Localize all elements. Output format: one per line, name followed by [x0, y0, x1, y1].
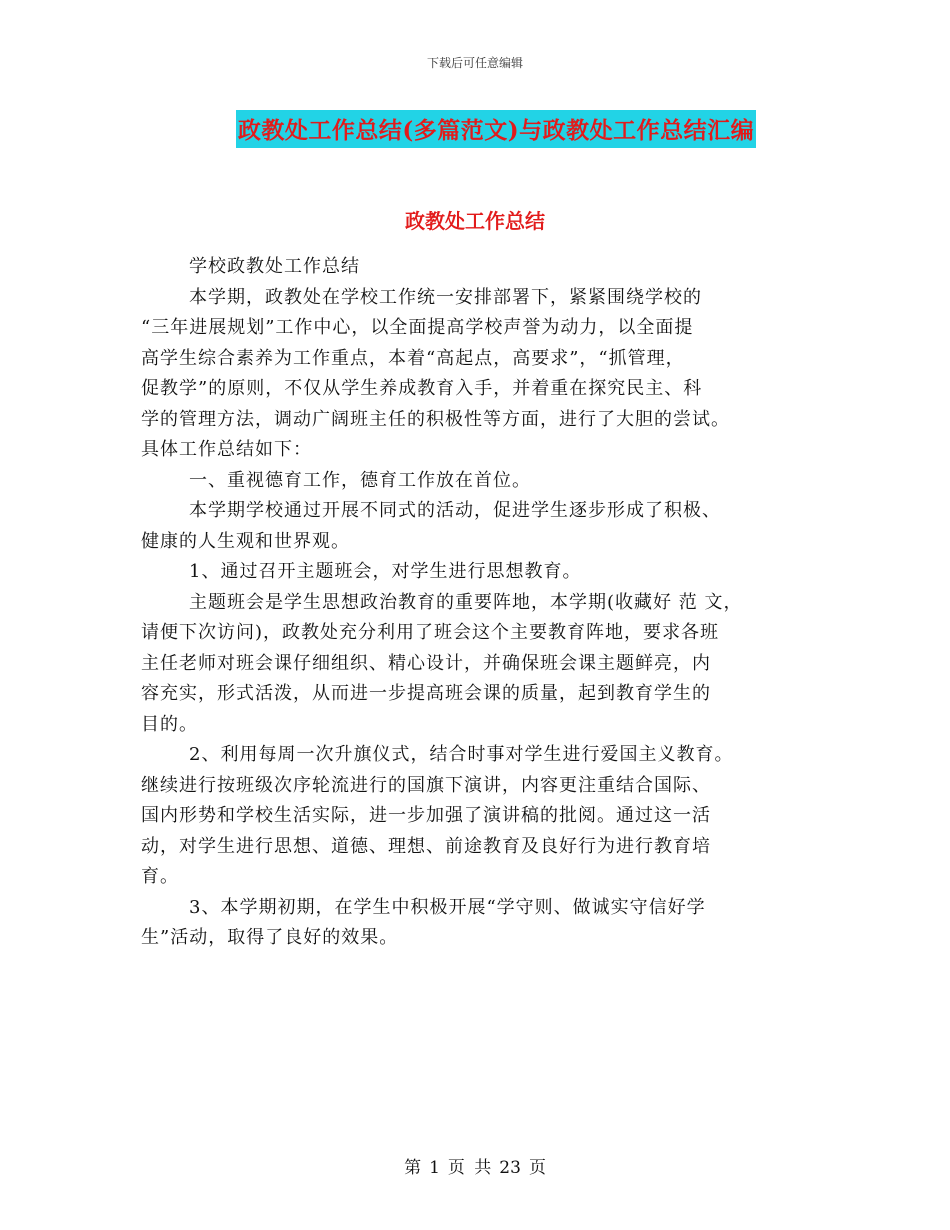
- footer-suffix: 页: [528, 1158, 546, 1178]
- page-footer: [0, 1153, 950, 1178]
- paragraph: [141, 283, 806, 466]
- text-line: 本学期学校通过开展不同式的活动，促进学生逐步形成了积极、: [189, 500, 721, 521]
- paragraph: [141, 557, 806, 588]
- text-line: 1、通过召开主题班会，对学生进行思想教育。: [189, 561, 582, 582]
- text-line: 健康的人生观和世界观。: [141, 530, 350, 552]
- footer-total-pages: 23: [499, 1158, 521, 1178]
- paragraph: [141, 893, 806, 954]
- text-line: 动，对学生进行思想、道德、理想、前途教育及良好行为进行教育培: [141, 835, 711, 857]
- text-line: 目的。: [141, 713, 198, 735]
- text-line: 育。: [141, 866, 179, 887]
- paragraph: [141, 588, 806, 741]
- document-body: [141, 252, 806, 954]
- footer-page-number: 1: [429, 1158, 440, 1178]
- paragraph: [141, 466, 806, 497]
- doc-title-wrap: [0, 110, 950, 148]
- text-line: 具体工作总结如下：: [141, 439, 312, 460]
- text-line: 主任老师对班会课仔细组织、精心设计，并确保班会课主题鲜亮，内: [141, 652, 711, 674]
- header-note: 下载后可任意编辑: [426, 56, 523, 70]
- text-line: 学的管理方法，调动广阔班主任的积极性等方面，进行了大胆的尝试。: [141, 408, 730, 430]
- text-line: 本学期，政教处在学校工作统一安排部署下，紧紧围绕学校的: [189, 286, 702, 308]
- document-title: 政教处工作总结(多篇范文)与政教处工作总结汇编: [236, 110, 756, 148]
- text-line: 高学生综合素养为工作重点，本着“高起点，高要求”，“抓管理，: [141, 347, 685, 369]
- text-line: 促教学”的原则，不仅从学生养成教育入手，并着重在探究民主、科: [141, 378, 703, 399]
- text-line: 学校政教处工作总结: [189, 256, 360, 277]
- paragraph: [141, 252, 806, 283]
- section-title: 政教处工作总结: [405, 209, 545, 233]
- text-line: 国内形势和学校生活实际，进一步加强了演讲稿的批阅。通过这一活: [141, 805, 711, 826]
- text-line: “三年进展规划”工作中心，以全面提高学校声誉为动力，以全面提: [141, 317, 694, 338]
- text-line: 生”活动，取得了良好的效果。: [141, 927, 399, 948]
- text-line: 主题班会是学生思想政治教育的重要阵地，本学期(收藏好 范 文，: [189, 591, 743, 613]
- text-line: 请便下次访问)，政教处充分利用了班会这个主要教育阵地，要求各班: [141, 622, 720, 643]
- text-line: 继续进行按班级次序轮流进行的国旗下演讲，内容更注重结合国际、: [141, 774, 711, 796]
- paragraph: [141, 496, 806, 557]
- footer-prefix: 第: [404, 1158, 422, 1178]
- footer-middle: 页 共: [447, 1158, 492, 1178]
- text-line: 一、重视德育工作，德育工作放在首位。: [189, 469, 531, 491]
- text-line: 3、本学期初期，在学生中积极开展“学守则、做诚实守信好学: [189, 896, 706, 918]
- text-line: 容充实，形式活泼，从而进一步提高班会课的质量，起到教育学生的: [141, 683, 711, 704]
- text-line: 2、利用每周一次升旗仪式，结合时事对学生进行爱国主义教育。: [189, 744, 734, 765]
- paragraph: [141, 740, 806, 893]
